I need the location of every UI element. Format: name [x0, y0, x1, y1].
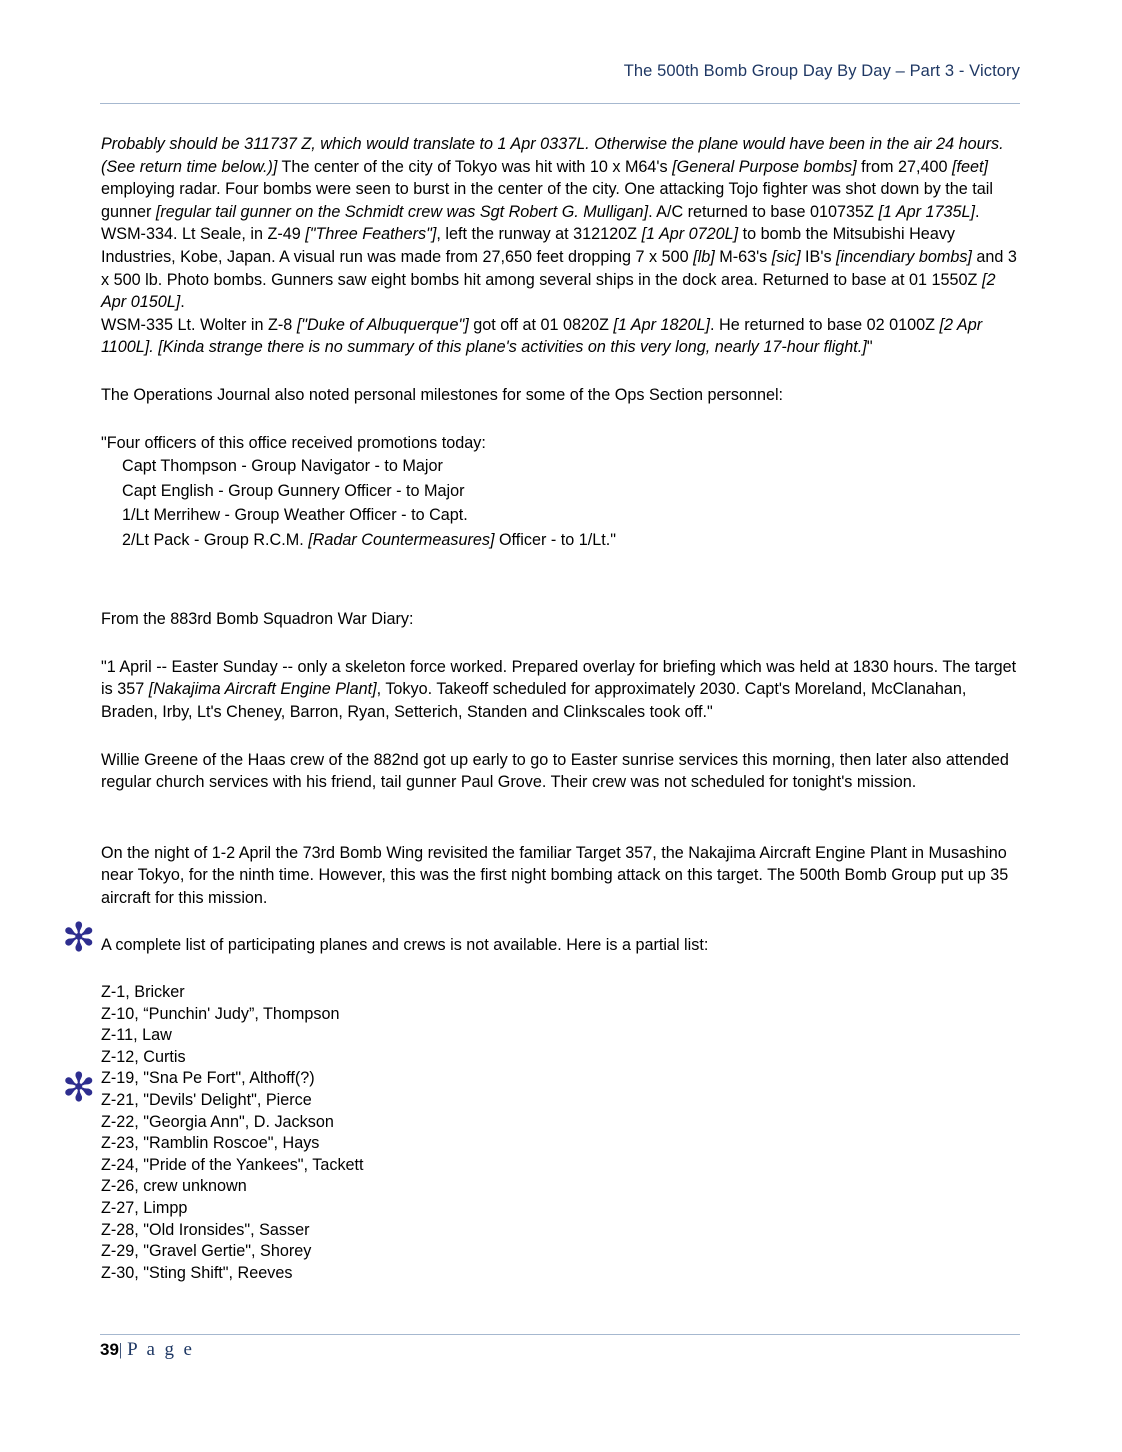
body-text: WSM-334. Lt Seale, in Z-49	[101, 225, 306, 244]
list-item	[122, 503, 1021, 528]
body-text: Capt Thompson - Group Navigator - to Major	[122, 457, 443, 476]
paragraph-night-mission: On the night of 1-2 April the 73rd Bomb Wing revisited the familiar Target 357, the Nakajima Aircraft Engine Plant in Musashino near Tokyo, for the ninth time. However, this was the first night bombing attack on this target. The 500th Bomb Group put up 35 aircraft for this mission.	[101, 843, 1009, 907]
body-text: .	[180, 293, 185, 312]
editorial-note: [lb]	[693, 247, 715, 266]
list-item: Z-11, Law	[101, 1026, 172, 1045]
margin-asterisk-mark-2: ✻	[62, 1065, 96, 1110]
list-item: Z-21, "Devils' Delight", Pierce	[101, 1091, 312, 1110]
paragraph-ops-journal-note: The Operations Journal also noted personal milestones for some of the Ops Section personnel:	[101, 385, 784, 404]
list-item	[122, 454, 1021, 479]
body-text: The center of the city of Tokyo was hit with 10 x M64's	[277, 157, 673, 176]
promotions-list	[122, 454, 1021, 552]
editorial-note: [Radar Countermeasures]	[308, 530, 495, 549]
spacer	[101, 359, 1021, 384]
body-text: . He returned to base 02 0100Z	[710, 315, 940, 334]
list-item: Z-30, "Sting Shift", Reeves	[101, 1263, 293, 1282]
page-content	[101, 133, 1021, 1284]
body-text: "1 April -- Easter Sunday -- only a skeleton force worked. Prepared overlay for briefing which was held at 1830 hours. The target is 357	[101, 657, 1017, 699]
page-footer	[100, 1339, 194, 1361]
body-text: WSM-335 Lt. Wolter in Z-8	[101, 315, 297, 334]
editorial-note: [General Purpose bombs]	[672, 157, 857, 176]
list-item: Z-1, Bricker	[101, 983, 185, 1002]
body-text: M-63's	[714, 247, 772, 266]
body-text: 2/Lt Pack - Group R.C.M.	[122, 530, 309, 549]
list-item: Z-22, "Georgia Ann", D. Jackson	[101, 1112, 334, 1131]
list-item	[122, 528, 1021, 553]
spacer	[101, 407, 1021, 432]
editorial-note: [Nakajima Aircraft Engine Plant]	[148, 680, 377, 699]
paragraph-wsm-335	[101, 314, 1021, 359]
list-item: Z-27, Limpp	[101, 1199, 188, 1217]
paragraph-wsm-333-continued	[101, 133, 1021, 223]
list-item	[122, 479, 1021, 504]
editorial-note: [2 Apr 1100L]. [Kinda strange there is no summary of this plane's activities on this very long, nearly 17-hour flight.]	[101, 315, 983, 357]
paragraph-war-diary-quote	[101, 656, 1021, 724]
body-text: employing radar. Four bombs were seen to burst in the center of the city. One attacking Tojo fighter was shot down by the tail gunner	[101, 180, 993, 221]
body-text: from 27,400	[856, 157, 952, 176]
margin-asterisk-mark-1: ✻	[62, 915, 96, 960]
list-item: Z-28, "Old Ironsides", Sasser	[101, 1220, 310, 1239]
editorial-note: [2 Apr 0150L]	[101, 270, 996, 312]
body-text: "	[866, 338, 873, 357]
paragraph-promotions-intro: "Four officers of this office received promotions today:	[101, 433, 486, 452]
body-text: IB's	[800, 247, 837, 266]
footer-separator: |	[118, 1340, 123, 1359]
editorial-note: [regular tail gunner on the Schmidt crew was Sgt Robert G. Mulligan]	[155, 202, 649, 221]
editorial-note: [1 Apr 1735L]	[878, 202, 976, 221]
spacer	[101, 724, 1021, 749]
footer-divider	[100, 1334, 1020, 1335]
editorial-note: [1 Apr 0720L]	[641, 225, 739, 244]
body-text: 1/Lt Merrihew - Group Weather Officer - to Capt.	[122, 506, 468, 525]
paragraph-wsm-334	[101, 223, 1021, 313]
body-text: got off at 01 0820Z	[468, 315, 614, 334]
footer-label: P a g e	[127, 1339, 195, 1360]
page-number: 39	[100, 1340, 119, 1359]
list-item: Z-26, crew unknown	[101, 1177, 247, 1196]
page-header: The 500th Bomb Group Day By Day – Part 3 - Victory	[623, 62, 1020, 80]
list-item: Z-24, "Pride of the Yankees", Tackett	[101, 1155, 364, 1174]
spacer	[101, 909, 1021, 934]
list-item: Z-29, "Gravel Gertie", Shorey	[101, 1242, 312, 1261]
list-item: Z-12, Curtis	[101, 1047, 186, 1066]
paragraph-willie-greene: Willie Greene of the Haas crew of the 882nd got up early to go to Easter sunrise services this morning, then later also attended regular church services with his friend, tail gunner Paul Grove. Their crew was not scheduled for tonight's mission.	[101, 750, 1009, 792]
spacer	[101, 631, 1021, 656]
editorial-note: [feet]	[951, 157, 988, 176]
body-text: .	[975, 202, 980, 221]
body-text: to bomb the Mitsubishi Heavy Industries, Kobe, Japan. A visual run was made from 27,650 feet dropping 7 x 500	[101, 225, 956, 266]
editorial-note: [1 Apr 1820L]	[613, 315, 711, 334]
spacer	[101, 957, 1021, 982]
body-text: Capt English - Group Gunnery Officer - to Major	[122, 481, 465, 500]
body-text: . A/C returned to base 010735Z	[648, 202, 879, 221]
plane-crew-list	[101, 982, 1021, 1284]
list-item: Z-10, “Punchin' Judy”, Thompson	[101, 1004, 340, 1023]
spacer	[101, 794, 1021, 842]
body-text: , left the runway at 312120Z	[436, 225, 642, 244]
editorial-note: ["Three Feathers"]	[305, 225, 437, 244]
editorial-note: [sic]	[771, 247, 801, 266]
body-text: , Tokyo. Takeoff scheduled for approximately 2030. Capt's Moreland, McClanahan, Braden, Irby, Lt's Cheney, Barron, Ryan, Setterich, Standen and Clinkscales took off."	[101, 680, 967, 721]
editorial-note: ["Duke of Albuquerque"]	[296, 315, 469, 334]
body-text: Officer - to 1/Lt."	[494, 530, 616, 549]
editorial-note: Probably should be 311737 Z, which would translate to 1 Apr 0337L. Otherwise the plane would have been in the air 24 hours. (See return time below.)]	[101, 135, 1004, 176]
editorial-note: [incendiary bombs]	[836, 247, 972, 266]
paragraph-war-diary-intro: From the 883rd Bomb Squadron War Diary:	[101, 610, 414, 629]
body-text: and 3 x 500 lb. Photo bombs. Gunners saw eight bombs hit among several ships in the dock area. Returned to base at 01 1550Z	[101, 247, 1017, 289]
spacer	[101, 552, 1021, 608]
list-item: Z-23, "Ramblin Roscoe", Hays	[101, 1134, 320, 1153]
paragraph-partial-list-intro: A complete list of participating planes and crews is not available. Here is a partial list:	[101, 936, 709, 955]
header-divider	[100, 103, 1020, 104]
list-item: Z-19, "Sna Pe Fort", Althoff(?)	[101, 1069, 315, 1088]
